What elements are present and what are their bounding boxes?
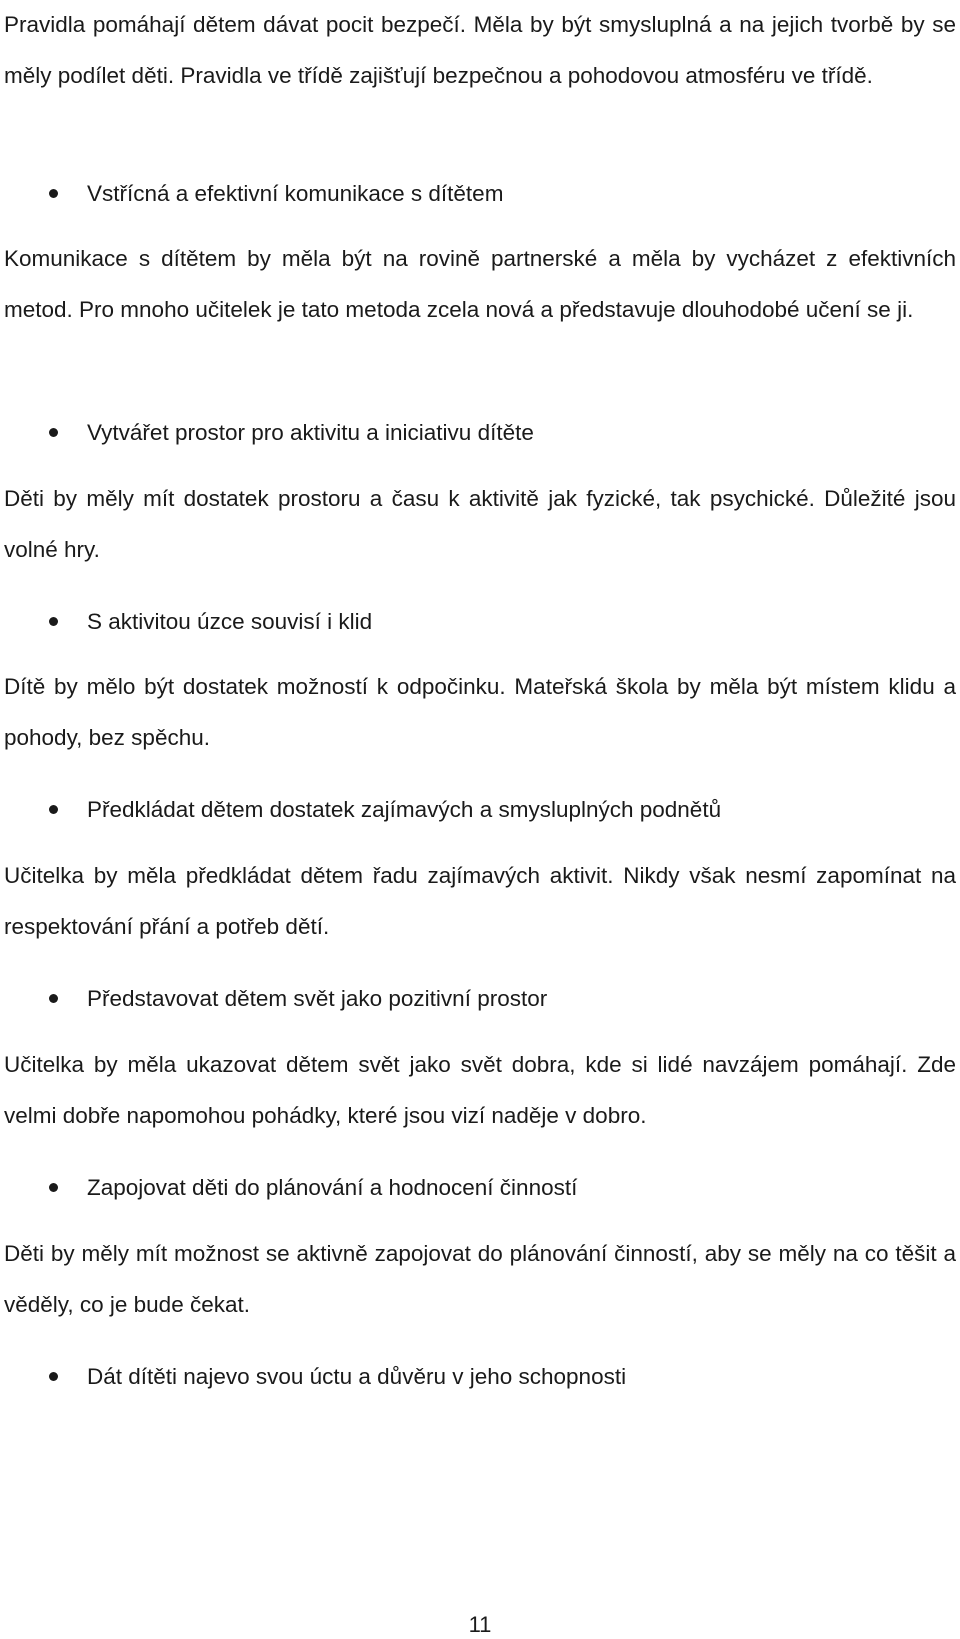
bullet-item	[0, 784, 960, 835]
section-paragraph: Děti by měly mít možnost se aktivně zapojovat do plánování činností, aby se měly na co těšit a věděly, co je bude čekat.	[4, 1241, 956, 1317]
bullet-icon	[49, 617, 58, 626]
bullet-item	[0, 407, 960, 458]
bullet-heading: Představovat dětem svět jako pozitivní prostor	[87, 986, 548, 1011]
bullet-icon	[49, 1183, 58, 1192]
bullet-item	[0, 596, 960, 647]
section-paragraph: Učitelka by měla ukazovat dětem svět jako svět dobra, kde si lidé navzájem pomáhají. Zde velmi dobře napomohou pohádky, které jsou vizí naděje v dobro.	[4, 1052, 956, 1128]
page-number: 11	[468, 1612, 492, 1637]
section-paragraph: Komunikace s dítětem by měla být na rovině partnerské a měla by vycházet z efektivních metod. Pro mnoho učitelek je tato metoda zcela nová a představuje dlouhodobé učení se ji.	[4, 246, 956, 322]
bullet-item	[0, 973, 960, 1024]
bullet-heading: Vytvářet prostor pro aktivitu a iniciativu dítěte	[87, 420, 534, 445]
intro-paragraph: Pravidla pomáhají dětem dávat pocit bezpečí. Měla by být smysluplná a na jejich tvorbě by se měly podílet děti. Pravidla ve třídě zajišťují bezpečnou a pohodovou atmosféru ve třídě.	[4, 12, 956, 88]
bullet-item	[0, 168, 960, 219]
bullet-icon	[49, 189, 58, 198]
bullet-icon	[49, 805, 58, 814]
bullet-heading: Dát dítěti najevo svou úctu a důvěru v jeho schopnosti	[87, 1364, 627, 1389]
section-paragraph: Děti by měly mít dostatek prostoru a času k aktivitě jak fyzické, tak psychické. Důležité jsou volné hry.	[4, 486, 956, 562]
bullet-heading: Vstřícná a efektivní komunikace s dítětem	[87, 181, 504, 206]
bullet-heading: S aktivitou úzce souvisí i klid	[87, 609, 373, 634]
section-paragraph: Učitelka by měla předkládat dětem řadu zajímavých aktivit. Nikdy však nesmí zapomínat na respektování přání a potřeb dětí.	[4, 863, 956, 939]
bullet-heading: Zapojovat děti do plánování a hodnocení činností	[87, 1175, 578, 1200]
bullet-heading: Předkládat dětem dostatek zajímavých a smysluplných podnětů	[87, 797, 722, 822]
bullet-icon	[49, 994, 58, 1003]
bullet-item	[0, 1351, 960, 1402]
bullet-icon	[49, 428, 58, 437]
bullet-item	[0, 1162, 960, 1213]
section-paragraph: Dítě by mělo být dostatek možností k odpočinku. Mateřská škola by měla být místem klidu a pohody, bez spěchu.	[4, 674, 956, 750]
bullet-icon	[49, 1372, 58, 1381]
